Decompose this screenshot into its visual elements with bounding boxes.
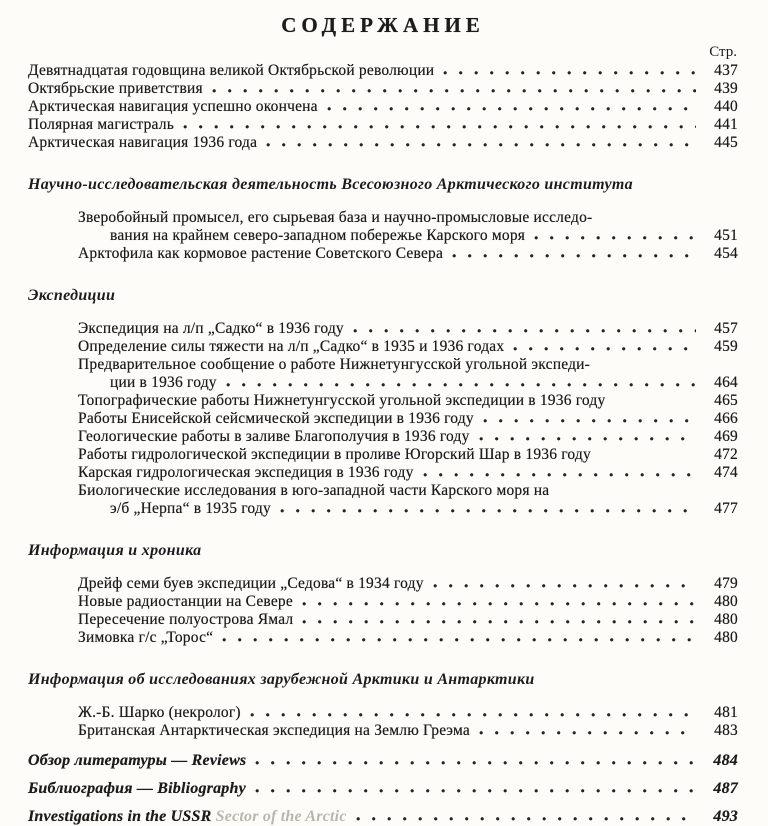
toc-entry-text: Арктофила как кормовое растение Советского Севера <box>78 245 444 262</box>
dot-leader <box>452 254 696 258</box>
toc-entry-text: Investigations in the USSR Sector of the Arctic <box>28 808 347 825</box>
toc-row <box>28 464 738 482</box>
section-heading: Экспедиции <box>28 287 116 304</box>
dot-leader <box>302 602 696 606</box>
toc-block <box>28 752 738 826</box>
dot-leader <box>513 347 696 351</box>
section-heading: Информация об исследованиях зарубежной Арктики и Антарктики <box>28 671 535 688</box>
toc-entry-text: Арктическая навигация успешно окончена <box>28 98 318 115</box>
toc-entry-text: Новые радиостанции на Севере <box>78 593 293 610</box>
toc-entry-text: Зверобойный промысел, его сырьевая база и научно-промысловые исследо- <box>78 209 593 226</box>
dot-leader <box>356 817 696 821</box>
toc-row <box>28 227 738 245</box>
toc-row <box>28 575 738 593</box>
page-number: 480 <box>714 611 738 628</box>
page-number: 457 <box>714 320 738 337</box>
page-number: 480 <box>714 629 738 646</box>
toc-entry-text: э/б „Нерпа“ в 1935 году <box>110 500 271 517</box>
page-title: СОДЕРЖАНИЕ <box>281 13 485 37</box>
page-number: 466 <box>714 410 738 427</box>
page-number: 445 <box>714 134 738 151</box>
toc-row <box>28 392 738 410</box>
toc-entry-text: вания на крайнем северо-западном побережье Карского моря <box>110 227 526 244</box>
toc-entry-text: Британская Антарктическая экспедиция на Землю Греэма <box>78 722 470 739</box>
toc-entry-text: Библиография — Bibliography <box>28 780 246 797</box>
page-number: 440 <box>714 98 738 115</box>
page-number: 459 <box>714 338 738 355</box>
toc-row <box>28 446 738 464</box>
toc-block <box>28 62 738 152</box>
dot-leader <box>222 638 696 642</box>
page-number: 469 <box>714 428 738 445</box>
page-number: 479 <box>714 575 738 592</box>
faded-text: Sector of the Arctic <box>211 808 347 825</box>
page-number: 441 <box>714 116 738 133</box>
page-number: 493 <box>713 808 738 825</box>
toc-row <box>28 410 738 428</box>
toc-row <box>28 704 738 722</box>
toc-entry-text: Арктическая навигация 1936 года <box>28 134 258 151</box>
toc-entry-text: Работы Енисейской сейсмической экспедиции в 1936 году <box>78 410 474 427</box>
toc-entry-text: Определение силы тяжести на л/п „Садко“ в 1935 и 1936 годах <box>78 338 505 355</box>
toc-section <box>28 542 738 647</box>
dot-leader <box>226 383 696 387</box>
toc-entry-text: ции в 1936 году <box>110 374 217 391</box>
toc-entry-text: Биологические исследования в юго-западной части Карского моря на <box>78 482 550 499</box>
toc-row <box>28 722 738 740</box>
dot-leader <box>250 713 696 717</box>
dot-leader <box>479 731 696 735</box>
dot-leader <box>255 761 696 765</box>
page-number: 465 <box>714 392 738 409</box>
dot-leader <box>534 236 696 240</box>
toc-row <box>28 80 738 98</box>
dot-leader <box>255 789 696 793</box>
dot-leader <box>479 437 696 441</box>
page-number: 484 <box>713 752 738 769</box>
dot-leader <box>183 125 696 129</box>
dot-leader <box>423 473 696 477</box>
toc-entry-text: Карская гидрологическая экспедиция в 1936 году <box>78 464 414 481</box>
page-number: 483 <box>714 722 738 739</box>
toc-section <box>28 287 738 518</box>
toc-entry-text: Ж.-Б. Шарко (некролог) <box>78 704 241 721</box>
toc-entry-text: Полярная магистраль <box>28 116 174 133</box>
toc-entry-text: Экспедиция на л/п „Садко“ в 1936 году <box>78 320 344 337</box>
dot-leader <box>280 509 696 513</box>
page-column-header: Стр. <box>709 44 737 60</box>
page-number: 439 <box>714 80 738 97</box>
page-number: 451 <box>714 227 738 244</box>
spacer <box>558 491 696 495</box>
toc-row <box>28 62 738 80</box>
toc-row <box>28 356 738 374</box>
toc-row <box>28 611 738 629</box>
dot-leader <box>212 89 696 93</box>
toc-entry-text: Зимовка г/с „Торос“ <box>78 629 214 646</box>
section-heading: Научно-исследовательская деятельность Всесоюзного Арктического института <box>28 176 633 193</box>
spacer <box>600 455 696 459</box>
toc-entry-text: Предварительное сообщение о работе Нижнетунгусской угольной экспеди- <box>78 356 591 373</box>
toc-row <box>28 752 738 770</box>
toc-body <box>28 62 738 826</box>
toc-row <box>28 808 738 826</box>
toc-entry-text: Работы гидрологической экспедиции в проливе Югорский Шар в 1936 году <box>78 446 591 463</box>
dot-leader <box>266 143 696 147</box>
toc-row <box>28 116 738 134</box>
page-number: 472 <box>714 446 738 463</box>
toc-row <box>28 428 738 446</box>
toc-entry-text: Топографические работы Нижнетунгусской угольной экспедиции в 1936 году <box>78 392 606 409</box>
toc-row <box>28 245 738 263</box>
toc-row <box>28 482 738 500</box>
toc-section <box>28 671 738 740</box>
toc-row <box>28 98 738 116</box>
page-number: 437 <box>714 62 738 79</box>
dot-leader <box>433 584 696 588</box>
toc-row <box>28 338 738 356</box>
page-number: 477 <box>714 500 738 517</box>
toc-row <box>28 209 738 227</box>
page-number: 487 <box>713 780 738 797</box>
toc-entry-text: Девятнадцатая годовщина великой Октябрьской революции <box>28 62 435 79</box>
spacer <box>601 218 696 222</box>
dot-leader <box>327 107 696 111</box>
toc-row <box>28 320 738 338</box>
toc-row <box>28 500 738 518</box>
toc-entry-text: Дрейф семи буев экспедиции „Седова“ в 1934 году <box>78 575 424 592</box>
toc-row <box>28 134 738 152</box>
toc-entry-text: Обзор литературы — Reviews <box>28 752 247 769</box>
spacer <box>599 365 696 369</box>
dot-leader <box>443 71 696 75</box>
section-heading: Информация и хроника <box>28 542 202 559</box>
toc-entry-text: Октябрьские приветствия <box>28 80 203 97</box>
toc-row <box>28 374 738 392</box>
toc-entry-text: Пересечение полуострова Ямал <box>78 611 294 628</box>
page-number: 481 <box>714 704 738 721</box>
toc-row <box>28 593 738 611</box>
dot-leader <box>302 620 696 624</box>
toc-row <box>28 780 738 798</box>
toc-section <box>28 176 738 263</box>
toc-row <box>28 629 738 647</box>
dot-leader <box>483 419 696 423</box>
page-number: 474 <box>714 464 738 481</box>
page-number: 480 <box>714 593 738 610</box>
dot-leader <box>353 329 696 333</box>
page-number: 454 <box>714 245 738 262</box>
spacer <box>614 401 696 405</box>
page-number: 464 <box>714 374 738 391</box>
toc-entry-text: Геологические работы в заливе Благополучия в 1936 году <box>78 428 470 445</box>
